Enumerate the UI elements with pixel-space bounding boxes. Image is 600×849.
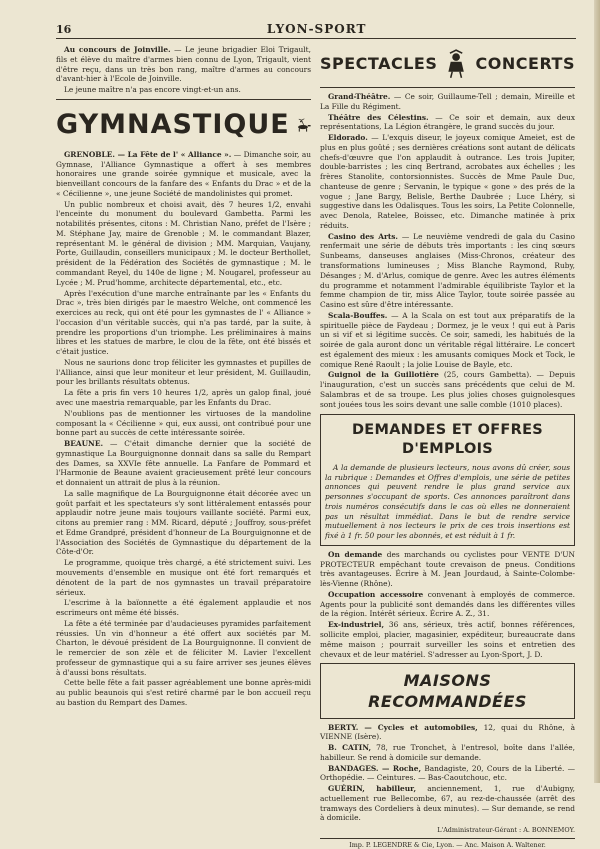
gym-paragraph-lead: GRENOBLE. — La Fête de l' « Alliance ». <box>64 149 232 159</box>
page-header <box>56 22 576 39</box>
maison-entry-text: 78, rue Tronchet, à l'entresol, boîte dans l'allée, habilleur. Se rend à domicile sur demande. <box>320 743 576 762</box>
spectacle-entry-text: — L'exquis diseur, le joyeux comique Ameiet, est de plus en plus goûté ; ses dernières créations sont autant de délicats chefs-d'œuvre que l'on applaudit à outrance. Les trois Jupiter, double-barristes ; les cinq Bertrand, acrobates aux échelles ; les frères Stanolite, contorsionnistes. Succès de Mme Paule Duc, chanteuse de genre ; Servanin, le typique « gone » des prés de la vogue ; Jane Bargy, Belisle, Berthe Daubrée ; Luce Lhéry, si suggestive dans les Odalisques. Tous les soirs, La Petite Colonnelle, avec Denola, Ratelee, Boissec, etc. Dimanche matinée à prix réduits. <box>320 133 575 230</box>
spectacle-entry <box>320 232 575 310</box>
maisons-list <box>320 723 575 824</box>
spectacle-entry <box>320 113 575 133</box>
right-column <box>320 45 575 849</box>
demandes-box <box>320 414 575 546</box>
spectacle-entry-text: (25, cours Gambetta). — Depuis l'inauguration, c'est un succès sans précédents que celui de M. Salambras et de sa troupe. Les plus jolies choses guignolesques sont jouées tous les soirs devant une salle comble (1010 places). <box>320 370 575 409</box>
columns <box>56 45 576 849</box>
joinville-paragraph-text: Le jeune maître n'a pas encore vingt-et-un ans. <box>64 85 241 95</box>
spectacle-entry <box>320 370 575 409</box>
gymnast-on-horse-icon <box>296 105 311 145</box>
gym-paragraph <box>56 388 311 408</box>
spectacle-entry <box>320 133 575 231</box>
gymnastique-banner <box>56 104 311 146</box>
maisons-title: MAISONS RECOMMANDÉES <box>368 671 527 712</box>
maison-entry <box>320 764 575 784</box>
maisons-box <box>320 663 575 718</box>
maison-entry-lead: B. CATIN, <box>328 743 372 753</box>
spectacle-entry-lead: Grand-Théâtre. <box>328 92 391 101</box>
gym-paragraph-text: L'escrime à la baïonnette a été également applaudie et nos escrimeurs ont même été bissés. <box>56 598 311 618</box>
gym-paragraph-text: Un public nombreux et choisi avait, dès 7 heures 1/2, envahi l'enceinte du monument du boulevard Gambetta. Parmi les notabilités présentes, citons : M. Christian Nano, préfet de l'Isère ; M. Stéphane Jay, maire de Grenoble ; M. le commandant Blazer, représentant M. le général de division ; MM. Marquian, Vaujany, Porte, Guillaudin, conseillers municipaux ; M. le docteur Berthollet, président de la Fédération des Sociétés de gymnastique ; M. le commandant Reyel, du 140e de ligne ; M. Nougarel, professeur au Lycée ; M. Prud'homme, architecte départemental, etc., etc. <box>56 199 311 287</box>
spectacles-banner <box>320 45 575 83</box>
demande-entry-lead: Occupation accessoire <box>328 589 424 599</box>
demandes-list <box>320 550 575 659</box>
gym-paragraph-text: — C'était dimanche dernier que la société de gymnastique La Bourguignonne donnait dans sa salle du Rempart des Dames, sa XXVIe fête annuelle. La Fanfare de Pommard et l'Harmonie de Beaune avaient gracieusement prêté leur concours et donnaient un attrait de plus à la réunion. <box>56 439 311 488</box>
spectacle-entry-lead: Scala-Bouffes. <box>328 310 388 320</box>
page-number: 16 <box>56 23 72 36</box>
joinville-paragraph-lead: Au concours de Joinville. <box>64 45 171 54</box>
gym-paragraph-text: La fête a été terminée par d'audacieuses pyramides parfaitement réussies. Un vin d'honneur a été offert aux sociétés par M. Charton, le dévoué président de La Bourguignonne. Il convient de le remercier de son zèle et de féliciter M. Lavier l'excellent professeur de gymnastique qui a su faire arriver ses jeunes élèves à d'aussi bons résultats. <box>56 618 311 677</box>
demande-entry <box>320 550 575 589</box>
demandes-title: DEMANDES ET OFFRES D'EMPLOIS <box>351 421 544 457</box>
demande-entry-text: 36 ans, sérieux, très actif, bonnes références, sollicite emploi, placier, magasinier, expéditeur, bureaucrate dans même maison ; pourrait surveiller les soins et entretien des chevaux et de leur matériel. S'adresser au Lyon-Sport, J. D. <box>320 620 575 659</box>
gym-paragraph <box>56 489 311 557</box>
spectacle-entry <box>320 92 575 112</box>
printer-footer: Imp. P. LEGENDRE & Cie, Lyon. — Anc. Maison A. Waltener. <box>320 838 575 849</box>
page-spine <box>594 0 600 783</box>
gym-paragraph <box>56 598 311 618</box>
demande-entry-text: des marchands ou cyclistes pour VENTE D'UN PROTECTEUR empêchant toute crevaison de pneus. Conditions très avantageuses. Écrire à M. Jean Jourdaud, à Sainte-Colombe-lès-Vienne (Rhône). <box>320 549 576 589</box>
maison-entry-text: Bandagiste, 20, Cours de la Liberté. — Orthopédie. — Ceintures. — Bas-Caoutchouc, etc. <box>320 763 576 783</box>
maison-entry-text: anciennement, 1, rue d'Aubigny, actuellement rue Bellecombe, 67, au rez-de-chaussée (arrêt des tramways des Cordeliers à deux minutes). — Sur demande, se rend à domicile. <box>320 784 575 823</box>
gym-paragraph-text: Le programme, quoique très chargé, a été strictement suivi. Les mouvements d'ensemble en musique ont été fort remarqués et dénotent de la part de nos gymnastes un travail préparatoire sérieux. <box>56 558 311 597</box>
maison-entry-lead: GUÉRIN, habilleur, <box>328 784 417 794</box>
gym-paragraph <box>56 558 311 597</box>
section-title-spectacles: SPECTACLES <box>320 54 438 74</box>
gym-paragraph <box>56 358 311 387</box>
demande-entry <box>320 590 575 619</box>
gym-paragraph-text: N'oublions pas de mentionner les virtuoses de la mandoline composant la « Cécilienne » qui, eux aussi, ont contribué pour une bonne part au succès de cette intéressante soirée. <box>56 408 311 438</box>
journal-title: LYON-SPORT <box>266 22 367 36</box>
maison-entry <box>320 723 575 743</box>
spectacle-entry-lead: Théâtre des Célestins. <box>328 112 429 122</box>
joinville-article <box>56 45 311 95</box>
gym-paragraph <box>56 619 311 678</box>
spectacle-entry-text: — Le neuvième vendredi de gala du Casino renfermait une série de débuts très importants : les cinq sœurs Sunbeams, danseuses anglaises (Miss-Chronos, créateur des transformations lumineuses ; Miss Blanche Raymond, Ruby, Désanges ; M. d'Arlus, comique de genre. Avec les autres éléments du programme et notamment l'admirable équilibriste Taylor et la femme champion de tir, miss Alice Taylor, toute soirée passée au Casino est sûre d'être intéressante. <box>320 231 575 310</box>
spectacle-entry-text: — A la Scala on est tout aux préparatifs de la spirituelle pièce de Faydeau ; Dormez, je le veux ! qui eut à Paris un si vif et si légitime succès. Ce soir, samedi, les habitués de la soirée de gala auront donc un véritable régal littéraire. Le concert est également des mieux : les amusants comiques Mock et Tock, le comique René Raoult ; la jolie Louise de Bayle, etc. <box>320 310 575 369</box>
demandes-notice: A la demande de plusieurs lecteurs, nous avons dû créer, sous la rubrique : Demandes et Offres d'emplois, une série de petites annonces qui peuvent rendre le plus grand service aux personnes s'occupant de sports. Ces annonces paraîtront dans trois numéros consécutifs dans le cas où elles ne donneraient pas un résultat immédiat. Dans le but de rendre service mutuellement à nos lecteurs le prix de ces trois insertions est fixé à 1 fr. 50 pour les abonnés, et est réduit à 1 fr. <box>325 462 570 541</box>
gym-paragraph-text: — Dimanche soir, au Gymnase, l'Alliance Gymnastique a offert à ses membres honoraires une grande soirée gymnique et musicale, avec la bienveillant concours de la fanfare des « Enfants du Drac » et de la « Cécilienne », une jeune Société de mandolinistes qui promet. <box>56 149 311 198</box>
maison-entry-text: 12, quai du Rhône, à VIENNE (Isère). <box>320 722 575 742</box>
spectacle-entry-lead: Guignol de la Guillotière <box>328 370 439 380</box>
maison-entry-lead: BANDAGES. — Roche, <box>328 763 422 773</box>
gymnastique-articles <box>56 150 311 708</box>
demande-entry-lead: On demande <box>328 549 383 559</box>
maison-entry-lead: BERTY. — Cycles et automobiles, <box>328 722 478 732</box>
jester-icon <box>443 46 469 82</box>
gym-paragraph <box>56 289 311 357</box>
joinville-paragraph <box>56 45 311 84</box>
gym-paragraph <box>56 439 311 488</box>
gym-paragraph-text: La salle magnifique de La Bourguignonne était décorée avec un goût parfait et les spectateurs s'y sont littéralement entassés pour applaudir notre jeune mais toujours vaillante société. Parmi eux, citons au premier rang : MM. Ricard, député ; Jouffroy, sous-préfet et Edme Grandpré, président d'honneur de La Bourguignonne et de l'Association des Sociétés de Gymnastique du département de la Côte-d'Or. <box>56 488 311 557</box>
section-title-gymnastique: GYMNASTIQUE <box>56 109 290 141</box>
demande-entry-lead: Ex-industriel, <box>328 620 385 630</box>
gym-paragraph-text: Cette belle fête a fait passer agréablement une bonne après-midi au public beaunois qui s'est retiré charmé par le bon accueil reçu au bastion du Rempart des Dames. <box>56 678 311 707</box>
maison-entry <box>320 784 575 823</box>
demande-entry <box>320 620 575 659</box>
section-title-concerts: CONCERTS <box>475 54 575 74</box>
gym-paragraph-text: Après l'exécution d'une marche entraînante par les « Enfants du Drac », très bien dirigés par le maestro Welche, ont commencé les exercices au reck, qui ont été pour les gymnastes de l' « Alliance » l'occasion d'un véritable succès, qui n'a pas tardé, par la suite, à prendre les proportions d'un triomphe. Les préliminaires à mains libres et les statues de marbre, le clou de la fête, ont été bissés et c'était justice. <box>56 288 311 357</box>
gym-paragraph-lead: BEAUNE. <box>64 439 104 449</box>
joinville-paragraph-text: — Le jeune brigadier Eloi Trigault, fils et élève du maître d'armes bien connu de Lyon, Trigault, vient d'être reçu, dans un très bon rang, maître d'armes au concours d'avant-hier à l'Ecole de Joinville. <box>56 45 311 84</box>
spectacle-entry-text: — Ce soir, Guillaume-Tell ; demain, Mireille et La Fille du Régiment. <box>320 92 575 111</box>
spectacle-entry-text: — Ce soir et demain, aux deux représentations, La Légion étrangère, le grand succès du jour. <box>320 112 575 132</box>
gym-paragraph-text: La fête a pris fin vers 10 heures 1/2, après un galop final, joué avec une maestria remarquable, par les Enfants du Drac. <box>56 388 311 407</box>
spectacles-list <box>320 92 575 410</box>
spectacle-entry-lead: Casino des Arts. <box>328 231 398 241</box>
gym-paragraph-text: Nous ne saurions donc trop féliciter les gymnastes et pupilles de l'Alliance, ainsi que leur moniteur et leur président, M. Guillaudin, pour les brillants résultats obtenus. <box>56 357 311 387</box>
gym-paragraph <box>56 150 311 199</box>
left-column <box>56 45 311 849</box>
gym-paragraph <box>56 200 311 288</box>
joinville-paragraph <box>56 85 311 95</box>
gym-paragraph <box>56 409 311 438</box>
spectacle-entry-lead: Eldorado. <box>328 133 368 143</box>
gym-paragraph <box>56 678 311 707</box>
administrator-line: L'Administrateur-Gérant : A. BONNEMOY. <box>437 826 575 835</box>
spectacle-entry <box>320 311 575 370</box>
maison-entry <box>320 743 575 763</box>
demande-entry-text: convenant à employés de commerce. Agents pour la publicité sont demandés dans les différentes villes de la région. Intérêt sérieux. Écrire A. Z., 31. <box>320 589 575 619</box>
